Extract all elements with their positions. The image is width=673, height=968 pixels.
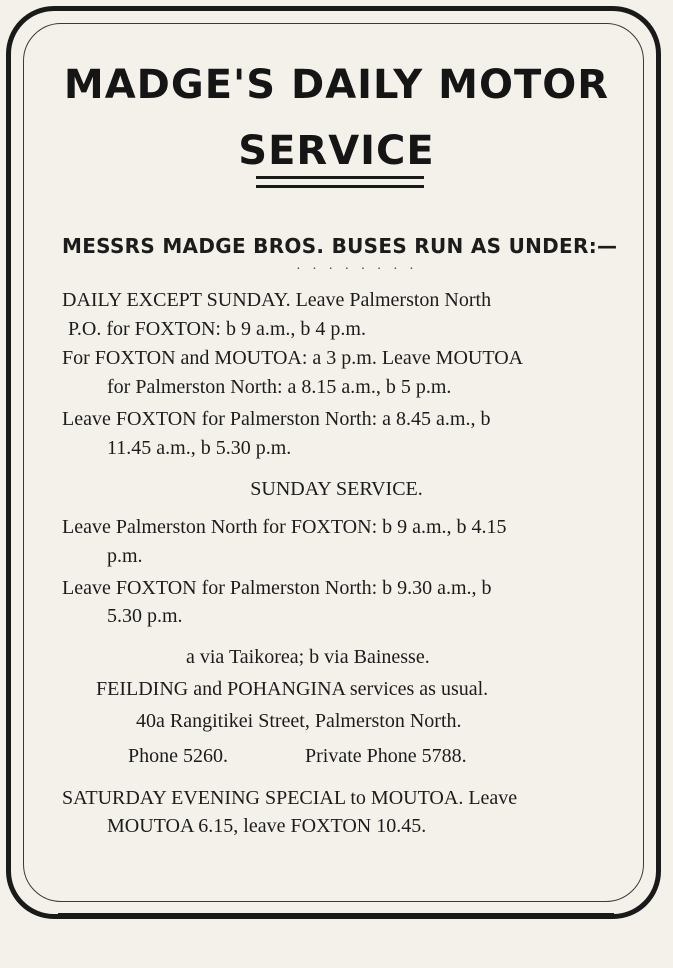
- title-rule-1: [256, 176, 424, 179]
- subheading: MESSRS MADGE BROS. BUSES RUN AS UNDER:—: [62, 234, 618, 258]
- daily-line-3: For FOXTON and MOUTOA: a 3 p.m. Leave MOUTOA: [62, 347, 524, 369]
- sunday-line-4: 5.30 p.m.: [107, 605, 183, 627]
- sunday-line-2: p.m.: [107, 545, 143, 567]
- services-note: FEILDING and POHANGINA services as usual.: [96, 678, 489, 700]
- daily-line-2: P.O. for FOXTON: b 9 a.m., b 4 p.m.: [68, 318, 366, 340]
- title-line-1: MADGE'S DAILY MOTOR: [63, 62, 610, 108]
- phone: Phone 5260.: [128, 745, 228, 767]
- saturday-line-1: SATURDAY EVENING SPECIAL to MOUTOA. Leave: [62, 787, 518, 809]
- daily-line-5: Leave FOXTON for Palmerston North: a 8.45 a.m., b: [62, 408, 491, 430]
- address: 40a Rangitikei Street, Palmerston North.: [136, 710, 462, 732]
- daily-line-4: for Palmerston North: a 8.15 a.m., b 5 p.m.: [107, 376, 452, 398]
- title-line-2: SERVICE: [238, 128, 435, 174]
- sunday-heading: SUNDAY SERVICE.: [250, 478, 423, 500]
- decorative-dots: · · · · · · · ·: [296, 262, 418, 277]
- sunday-line-3: Leave FOXTON for Palmerston North: b 9.30 a.m., b: [62, 577, 492, 599]
- bottom-rule: [58, 913, 614, 917]
- title-rule-2: [256, 185, 424, 188]
- sunday-line-1: Leave Palmerston North for FOXTON: b 9 a.m., b 4.15: [62, 516, 507, 538]
- via-note: a via Taikorea; b via Bainesse.: [186, 646, 430, 668]
- saturday-line-2: MOUTOA 6.15, leave FOXTON 10.45.: [107, 815, 427, 837]
- private-phone: Private Phone 5788.: [305, 745, 467, 767]
- daily-line-1: DAILY EXCEPT SUNDAY. Leave Palmerston North: [62, 289, 492, 311]
- daily-line-6: 11.45 a.m., b 5.30 p.m.: [107, 437, 292, 459]
